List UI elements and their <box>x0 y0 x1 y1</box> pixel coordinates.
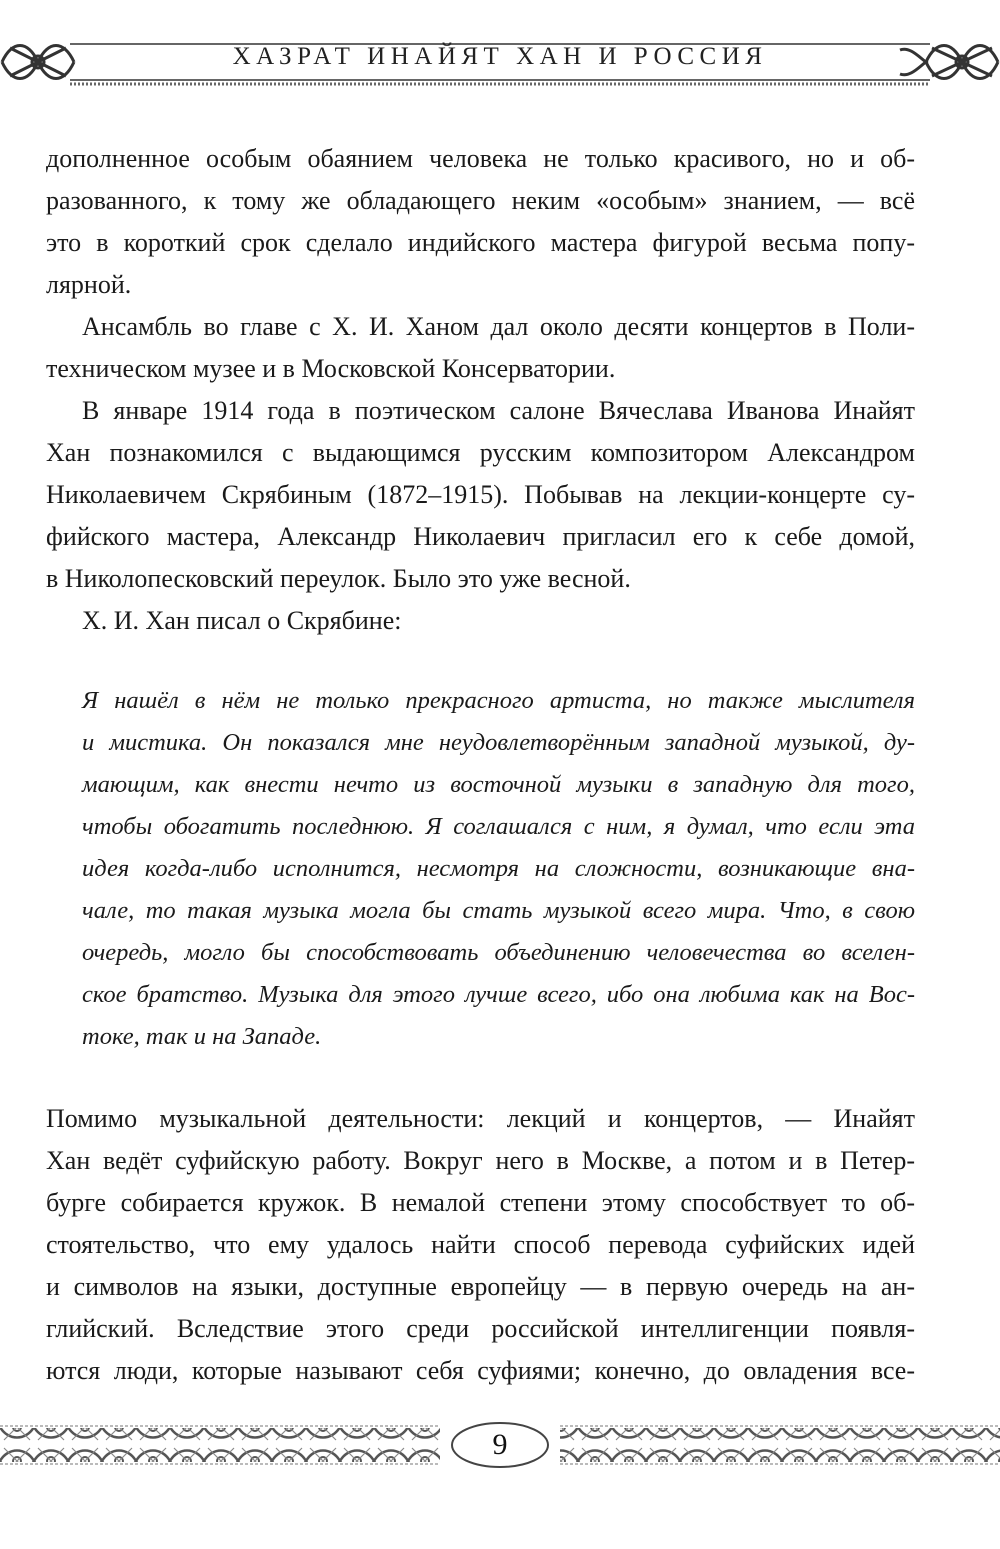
text-line: Ансамбль во главе с Х. И. Ханом дал около десяти концертов в Поли- <box>82 312 915 341</box>
text-line: В январе 1914 года в поэтическом салоне Вячеслава Иванова Инайят <box>82 396 915 425</box>
text-line: Николаевичем Скрябиным (1872–1915). Побывав на лекции-концерте су- <box>46 480 915 509</box>
text-line: ются люди, которые называют себя суфиями; конечно, до овладения все- <box>46 1356 915 1385</box>
running-header <box>0 28 1000 90</box>
text-line: в Николопесковский переулок. Было это уже весной. <box>46 564 631 593</box>
page-number: 9 <box>492 1428 508 1461</box>
text-line: Помимо музыкальной деятельности: лекций и концертов, — Инайят <box>46 1104 915 1133</box>
text-line: и символов на языки, доступные европейцу — в первую очередь на ан- <box>46 1272 915 1301</box>
text-line: стоятельство, что ему удалось найти способ перевода суфийских идей <box>46 1230 915 1259</box>
quote-line: чале, то такая музыка могла бы стать музыкой всего мира. Что, в свою <box>82 897 915 924</box>
quote-line: Я нашёл в нём не только прекрасного артиста, но также мыслителя <box>82 687 915 714</box>
quote-line: чтобы обогатить последнюю. Я соглашался с ним, я думал, что если эта <box>82 813 915 840</box>
text-line: глийский. Вследствие этого среди российской интеллигенции появля- <box>46 1314 915 1343</box>
quote-line: ское братство. Музыка для этого лучше всего, ибо она любима как на Вос- <box>82 981 915 1008</box>
text-line: дополненное особым обаянием человека не только красивого, но и об- <box>46 144 915 173</box>
text-line: Хан познакомился с выдающимся русским композитором Александром <box>46 438 915 467</box>
quote-line: мающим, как внести нечто из восточной музыки в западную для того, <box>82 771 915 798</box>
text-line: техническом музее и в Московской Консерватории. <box>46 354 616 383</box>
text-line: лярной. <box>46 270 132 299</box>
quote-line: очередь, могло бы способствовать объединению человечества во вселен- <box>82 939 915 966</box>
quote-line: идея когда-либо исполнится, несмотря на сложности, возникающие вна- <box>82 855 915 882</box>
running-title: ХАЗРАТ ИНАЙЯТ ХАН И РОССИЯ <box>232 43 768 70</box>
quote-line: токе, так и на Западе. <box>82 1023 322 1050</box>
page-footer <box>0 1410 1000 1480</box>
text-line: Х. И. Хан писал о Скрябине: <box>82 606 402 635</box>
quote-line: и мистика. Он показался мне неудовлетворённым западной музыкой, ду- <box>82 729 915 756</box>
text-line: бурге собирается кружок. В немалой степени этому способствует то об- <box>46 1188 915 1217</box>
text-line: разованного, к тому же обладающего неким «особым» знанием, — всё <box>46 186 915 215</box>
text-line: Хан ведёт суфийскую работу. Вокруг него в Москве, а потом и в Петер- <box>46 1146 915 1175</box>
text-line: это в короткий срок сделало индийского мастера фигурой весьма попу- <box>46 228 915 257</box>
text-line: фийского мастера, Александр Николаевич пригласил его к себе домой, <box>46 522 915 551</box>
